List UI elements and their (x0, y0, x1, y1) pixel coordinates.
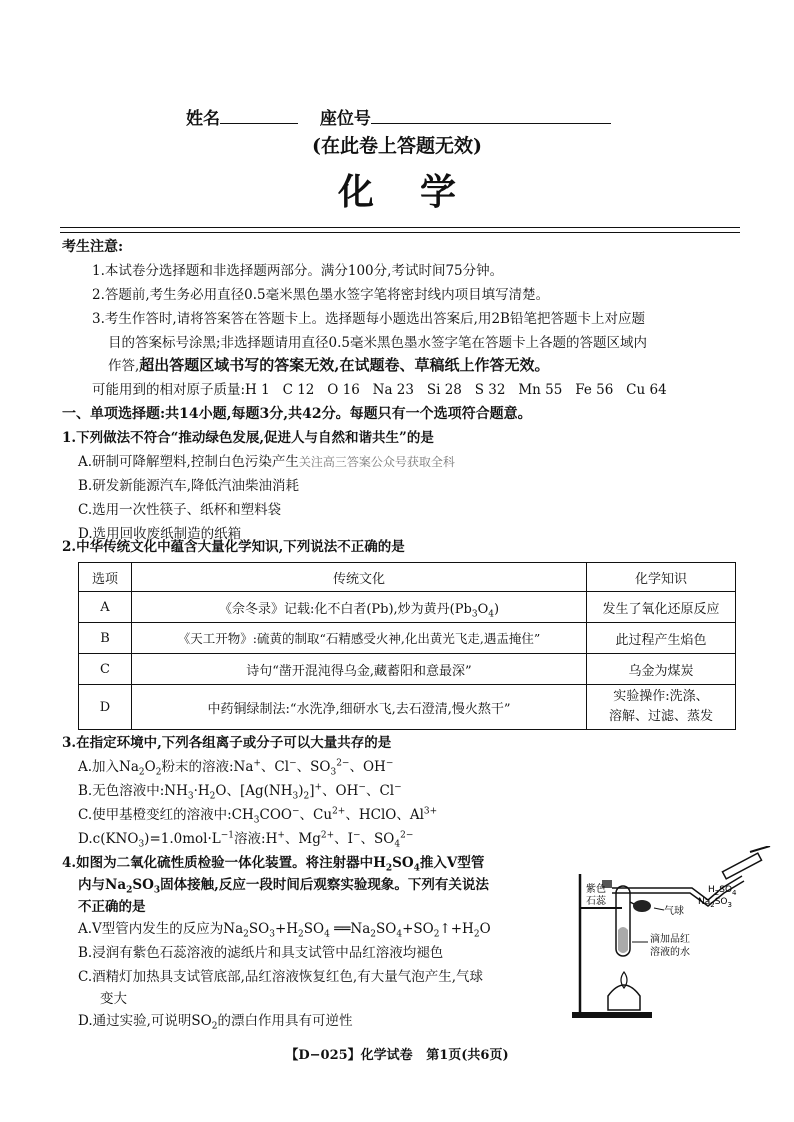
notice-item-3-tail: 作答, (108, 358, 140, 374)
t: SO (392, 855, 414, 871)
t: 3 (727, 901, 732, 909)
t: 2 (385, 863, 393, 874)
t: ↑+H (439, 921, 474, 937)
q4-option-d[interactable] (78, 1012, 352, 1030)
q4-stem-line1 (62, 854, 484, 872)
invalid-note: (在此卷上答题无效) (312, 135, 482, 157)
t: 2 (303, 791, 310, 802)
q2-row-b (79, 623, 736, 654)
t: COO (259, 807, 292, 823)
q2-row-c-culture: 诗句“凿开混沌得乌金,藏蓄阳和意最深” (132, 654, 587, 685)
label-reagent-h2so4 (708, 885, 737, 897)
t: 2 (473, 929, 480, 940)
t: O (144, 759, 156, 775)
q2-header-knowledge: 化学知识 (587, 563, 736, 592)
q2-row-d-option: D (79, 685, 132, 730)
q4-option-a[interactable] (78, 920, 491, 938)
notice-item-3-end (108, 356, 550, 375)
t: 、SO (360, 831, 395, 847)
q2-row-c-knowledge: 乌金为煤炭 (587, 654, 736, 685)
t: 3 (292, 791, 299, 802)
sub-3: 3 (471, 609, 478, 620)
q2-row-a-culture (132, 592, 587, 623)
t: 2 (370, 929, 376, 940)
label-water-1: 滴加品红 (650, 934, 690, 945)
t: SO (719, 885, 733, 895)
t: SO (132, 877, 154, 893)
t: 、I (334, 831, 353, 847)
label-balloon: 气球 (664, 906, 684, 917)
syringe-plunger (750, 846, 770, 852)
t: 2− (400, 830, 414, 841)
q3-option-c[interactable] (78, 806, 437, 824)
candidate-info-row (186, 104, 611, 129)
t: 2 (138, 767, 145, 778)
t: − (385, 758, 394, 769)
q4-stem-line3: 不正确的是 (78, 899, 146, 915)
q1-option-b[interactable]: B.研发新能源汽车,降低汽油柴油消耗 (78, 478, 300, 494)
t: 2 (155, 767, 162, 778)
q2-header-culture: 传统文化 (132, 563, 587, 592)
t: 推入V型管 (419, 855, 485, 871)
q3-stem: 3.在指定环境中,下列各组离子或分子可以大量共存的是 (62, 735, 392, 751)
t: H (708, 885, 715, 895)
t: 溶液:H (234, 831, 278, 847)
label-litmus-2: 石蕊 (586, 896, 606, 907)
q1-watermark: 关注高三答案公众号获取全科 (298, 455, 455, 469)
label-reagent-na2so3 (698, 897, 732, 909)
t: O (479, 921, 491, 937)
t: 4 (394, 839, 401, 850)
t: + (314, 782, 323, 793)
q4-stem-line2 (78, 876, 489, 894)
q2-header-row (79, 563, 736, 592)
notice-item-2: 2.答题前,考生务必用直径0.5毫米黑色墨水签字笔将密封线内项目填写清楚。 (92, 287, 550, 303)
q2-row-c-option: C (79, 654, 132, 685)
q3-option-d[interactable] (78, 830, 413, 848)
t: 4 (413, 863, 420, 874)
t: ) (298, 783, 304, 799)
q2-table (78, 562, 736, 730)
t: 的漂白作用具有可逆性 (217, 1013, 353, 1029)
t: 、Cu (299, 807, 333, 823)
t: 、Cl (260, 759, 290, 775)
t: + (277, 830, 285, 841)
q1-option-a-text: A.研制可降解塑料,控制白色污染产生 (78, 454, 299, 470)
t: 3 (138, 839, 145, 850)
q2-row-a-culture-text: 《佘冬录》记载:化不白者(Pb),炒为黄丹(Pb (218, 601, 472, 617)
header-rule-bottom (60, 232, 740, 233)
notice-title: 考生注意: (62, 239, 124, 255)
q2-row-d-knowledge-line1: 实验操作:洗涤、 (613, 689, 709, 704)
q1-option-c[interactable]: C.选用一次性筷子、纸杯和塑料袋 (78, 502, 282, 518)
stand-base (572, 1012, 652, 1018)
q2-row-d-culture: 中药铜绿制法:“水洗净,细研水飞,去石澄清,慢火熬干” (132, 685, 587, 730)
t: 3 (253, 815, 260, 826)
q3-option-a[interactable] (78, 758, 393, 776)
q2-row-a (79, 592, 736, 623)
t: A.加入Na (78, 759, 139, 775)
seat-label: 座位号 (319, 109, 371, 129)
q4-option-c-line2: 变大 (100, 991, 127, 1007)
balloon (633, 900, 651, 912)
q2-row-a-culture-o: O (477, 601, 489, 617)
q2-row-d-knowledge (587, 685, 736, 730)
t: O、[Ag(NH (215, 783, 293, 799)
t: 、OH (322, 783, 359, 799)
t: − (289, 758, 297, 769)
t: − (352, 830, 361, 841)
t: 、HClO、Al (345, 807, 424, 823)
t: − (358, 782, 366, 793)
q2-row-d-knowledge-line2: 溶解、过滤、蒸发 (608, 709, 713, 724)
t: SO (303, 921, 325, 937)
label-water-2: 溶液的水 (650, 947, 690, 958)
t: 2− (336, 758, 350, 769)
t: D.通过实验,可说明SO (78, 1013, 212, 1029)
t: B.无色溶液中:NH (78, 783, 188, 799)
t: 2 (211, 1021, 218, 1032)
subject-title: 化学 (337, 171, 502, 213)
t: A.V型管内发生的反应为Na (78, 921, 244, 937)
t: 、Mg (284, 831, 321, 847)
syringe (722, 853, 761, 879)
t: 、OH (349, 759, 386, 775)
t: 4 (324, 929, 330, 940)
t: 、SO (296, 759, 331, 775)
t: 2 (243, 929, 249, 940)
t: 4 (732, 889, 737, 897)
atomic-masses: 可能用到的相对原子质量:H 1 C 12 O 16 Na 23 Si 28 S 32 Mn 55 Fe 56 Cu 64 (92, 382, 667, 398)
q2-header-option: 选项 (79, 563, 132, 592)
so2-apparatus-figure (572, 846, 772, 1024)
t: ·H (193, 783, 210, 799)
notice-item-1: 1.本试卷分选择题和非选择题两部分。满分100分,考试时间75分钟。 (92, 263, 504, 279)
q2-row-a-option: A (79, 592, 132, 623)
section-1-title: 一、单项选择题:共14小题,每题3分,共42分。每题只有一个选项符合题意。 (62, 406, 532, 422)
t: − (292, 806, 300, 817)
t: Na (698, 897, 711, 907)
t: 3 (187, 791, 194, 802)
balloon-leader (654, 908, 664, 910)
q1-option-d[interactable]: D.选用回收废纸制造的纸箱 (78, 526, 242, 542)
t: 3 (153, 885, 161, 896)
t: 、Cl (365, 783, 395, 799)
t: 2 (710, 901, 715, 909)
q1-stem: 1.下列做法不符合“推动绿色发展,促进人与自然和谐共生”的是 (62, 430, 434, 446)
header-rule-top (60, 227, 740, 228)
t: SO (376, 921, 397, 937)
name-label: 姓名 (186, 109, 220, 129)
q2-stem: 2.中华传统文化中蕴含大量化学知识,下列说法不正确的是 (62, 539, 405, 555)
t: 4 (396, 929, 403, 940)
q3-option-b[interactable] (78, 782, 402, 800)
page-footer: 【D−025】化学试卷 第1页(共6页) (285, 1048, 509, 1063)
t: +H (274, 921, 299, 937)
t: −1 (220, 830, 235, 841)
t: +SO (402, 921, 434, 937)
t: SO (714, 897, 728, 907)
q4-option-b[interactable]: B.浸润有紫色石蕊溶液的滤纸片和具支试管中品红溶液均褪色 (78, 945, 444, 961)
q2-row-b-knowledge: 此过程产生焰色 (587, 623, 736, 654)
t: 2+ (332, 806, 346, 817)
q2-row-c (79, 654, 736, 685)
name-blank[interactable] (220, 107, 298, 124)
t: ] (309, 783, 315, 799)
q2-row-b-option: B (79, 623, 132, 654)
notice-item-3-cont: 目的答案标号涂黑;非选择题请用直径0.5毫米黑色墨水签字笔在答题卡上各题的答题区域内 (108, 335, 648, 351)
q2-row-a-culture-close: ) (493, 601, 500, 617)
q4-option-c-line1[interactable]: C.酒精灯加热具支试管底部,品红溶液恢复红色,有大量气泡产生,气球 (78, 969, 484, 985)
notice-item-3: 3.考生作答时,请将答案答在答题卡上。选择题每小题选出答案后,用2B铅笔把答题卡上对应题 (92, 311, 645, 327)
t: 3+ (423, 806, 438, 817)
t: 内与Na (78, 877, 127, 893)
q2-row-d (79, 685, 736, 730)
q2-row-b-culture: 《天工开物》:硫黄的制取“石精感受火神,化出黄光飞走,遇盂掩住” (132, 623, 587, 654)
t: 3 (269, 929, 275, 940)
t: + (253, 758, 261, 769)
t: − (394, 782, 402, 793)
t: 2 (433, 929, 440, 940)
seat-blank[interactable] (371, 107, 611, 124)
t: SO (248, 921, 270, 937)
label-litmus-1: 紫色 (586, 884, 606, 895)
t: 4.如图为二氧化硫性质检验一体化装置。将注射器中H (62, 855, 386, 871)
t: 粉末的溶液:Na (161, 759, 254, 775)
sub-4: 4 (488, 609, 494, 620)
q1-option-a[interactable] (78, 453, 455, 471)
t: D.c(KNO (78, 831, 139, 847)
t: )=1.0mol·L (144, 831, 221, 847)
q2-row-a-knowledge: 发生了氧化还原反应 (587, 592, 736, 623)
t: 固体接触,反应一段时间后观察实验现象。下列有关说法 (160, 877, 489, 893)
t: ══Na (329, 921, 371, 937)
notice-emphasis: 超出答题区域书写的答案无效,在试题卷、草稿纸上作答无效。 (139, 356, 550, 374)
t: 3 (330, 767, 337, 778)
t: 2 (298, 929, 304, 940)
tube-liquid (618, 927, 628, 953)
t: 2 (714, 889, 720, 897)
t: 2+ (320, 830, 335, 841)
t: 2 (209, 791, 216, 802)
t: C.使甲基橙变红的溶液中:CH (78, 807, 254, 823)
t: 2 (126, 885, 133, 896)
